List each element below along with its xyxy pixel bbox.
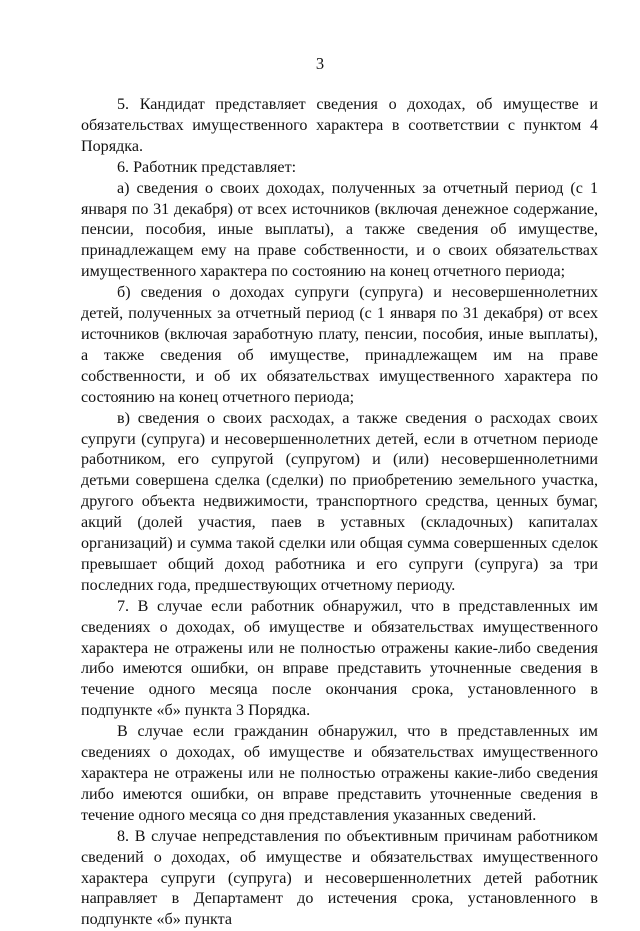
paragraph-7: 7. В случае если работник обнаружил, что в представленных им сведениях о доходах, об имуществе и обязательствах имущественного характера не отражены или не полностью отражены какие-либо сведения либо имеются ошибки, он вправе представить уточненные сведения в течение одного месяца после окончания срока, установленного в подпункте «б» пункта 3 Порядка.	[81, 597, 598, 720]
page-number: 3	[315, 54, 325, 73]
document-body	[81, 95, 598, 931]
paragraph-8: 8. В случае непредставления по объективным причинам работником сведений о доходах, об имуществе и обязательствах имущественного характера супруги (супруга) и несовершеннолетних детей работник направляет в Департамент до истечения срока, установленного в подпункте «б» пункта	[81, 827, 598, 929]
paragraph-6-heading: 6. Работник представляет:	[117, 158, 297, 176]
paragraph-7-citizen: В случае если гражданин обнаружил, что в представленных им сведениях о доходах, об имуществе и обязательствах имущественного характера не отражены или не полностью отражены какие-либо сведения либо имеются ошибки, он вправе представить уточненные сведения в течение одного месяца со дня представления указанных сведений.	[81, 723, 598, 824]
paragraph-6v: в) сведения о своих расходах, а также сведения о расходах своих супруги (супруга) и несовершеннолетних детей, если в отчетном периоде работником, его супругой (супругом) и (или) несовершеннолетними детьми совершена сделка (сделки) по приобретению земельного участка, другого объекта недвижимости, транспортного средства, ценных бумаг, акций (долей участия, паев в уставных (складочных) капиталах организаций) и сумма такой сделки или общая сумма совершенных сделок превышает общий доход работника и его супруги (супруга) за три последних года, предшествующих отчетному периоду.	[81, 409, 598, 594]
paragraph-6b: б) сведения о доходах супруги (супруга) и несовершеннолетних детей, полученных за отчетный период (с 1 января по 31 декабря) от всех источников (включая заработную плату, пенсии, пособия, иные выплаты), а также сведения об имуществе, принадлежащем им на праве собственности, и об их обязательствах имущественного характера по состоянию на конец отчетного периода;	[81, 284, 598, 406]
paragraph-6a: а) сведения о своих доходах, полученных за отчетный период (с 1 января по 31 декабря) от всех источников (включая денежное содержание, пенсии, пособия, иные выплаты), а также сведения об имуществе, принадлежащем ему на праве собственности, и о своих обязательствах имущественного характера по состоянию на конец отчетного периода;	[81, 179, 598, 281]
paragraph-5-candidate: 5. Кандидат представляет сведения о доходах, об имуществе и обязательствах имущественного характера в соответствии с пунктом 4 Порядка.	[81, 96, 598, 155]
